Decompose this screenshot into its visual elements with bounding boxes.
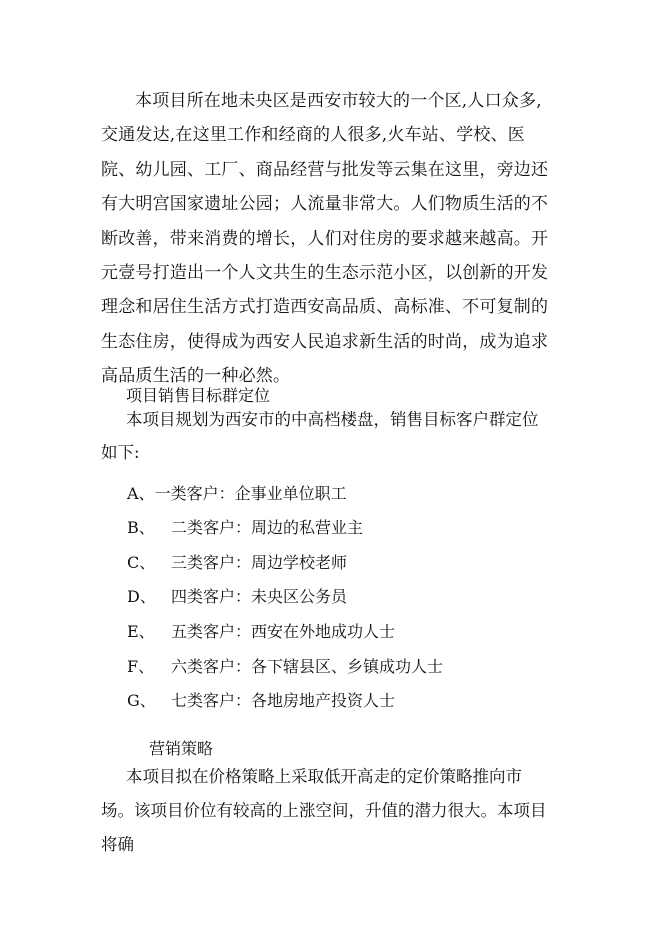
- marketing-strategy-paragraph: 本项目拟在价格策略上采取低开高走的定价策略推向市场。该项目价位有较高的上涨空间，升值的潜力很大。本项目将确: [101, 767, 547, 854]
- client-letter: F、: [127, 657, 155, 676]
- client-text: 一类客户：企事业单位职工: [154, 484, 347, 503]
- client-letter: A、: [127, 484, 155, 503]
- client-item-g: [127, 688, 395, 711]
- client-text: 二类客户：周边的私营业主: [171, 518, 364, 537]
- client-letter: B、: [127, 518, 155, 537]
- client-letter: G、: [127, 691, 156, 710]
- client-letter: C、: [127, 553, 156, 572]
- client-item-d: [127, 584, 347, 607]
- intro-paragraph: 本项目所在地未央区是西安市较大的一个区,人口众多,交通发达,在这里工作和经商的人很多,火车站、学校、医院、幼儿园、工厂、商品经营与批发等云集在这里，旁边还有大明宫国家遗址公园；人流量非常大。人们物质生活的不断改善，带来消费的增长，人们对住房的要求越来越高。开元壹号打造出一个人文共生的生态示范小区，以创新的开发理念和居住生活方式打造西安高品质、高标准、不可复制的生态住房，使得成为西安人民追求新生活的时尚，成为追求高品质生活的一种必然。: [101, 91, 549, 387]
- section-heading-sales-target: 项目销售目标群定位: [126, 386, 271, 405]
- client-text: 四类客户：未央区公务员: [171, 587, 348, 606]
- section-heading-marketing-strategy: 营销策略: [149, 739, 214, 758]
- client-item-b: [127, 515, 363, 538]
- sales-target-paragraph: 本项目规划为西安市的中高档楼盘，销售目标客户群定位如下:: [101, 410, 539, 462]
- client-text: 三类客户：周边学校老师: [171, 553, 348, 572]
- client-item-a: [127, 481, 347, 504]
- client-letter: D、: [127, 587, 156, 606]
- client-item-c: [127, 550, 347, 573]
- client-letter: E、: [127, 622, 155, 641]
- client-text: 五类客户：西安在外地成功人士: [171, 622, 396, 641]
- client-item-e: [127, 619, 395, 642]
- client-text: 七类客户：各地房地产投资人士: [171, 691, 396, 710]
- client-item-f: [127, 654, 443, 677]
- client-text: 六类客户：各下辖县区、乡镇成功人士: [171, 657, 444, 676]
